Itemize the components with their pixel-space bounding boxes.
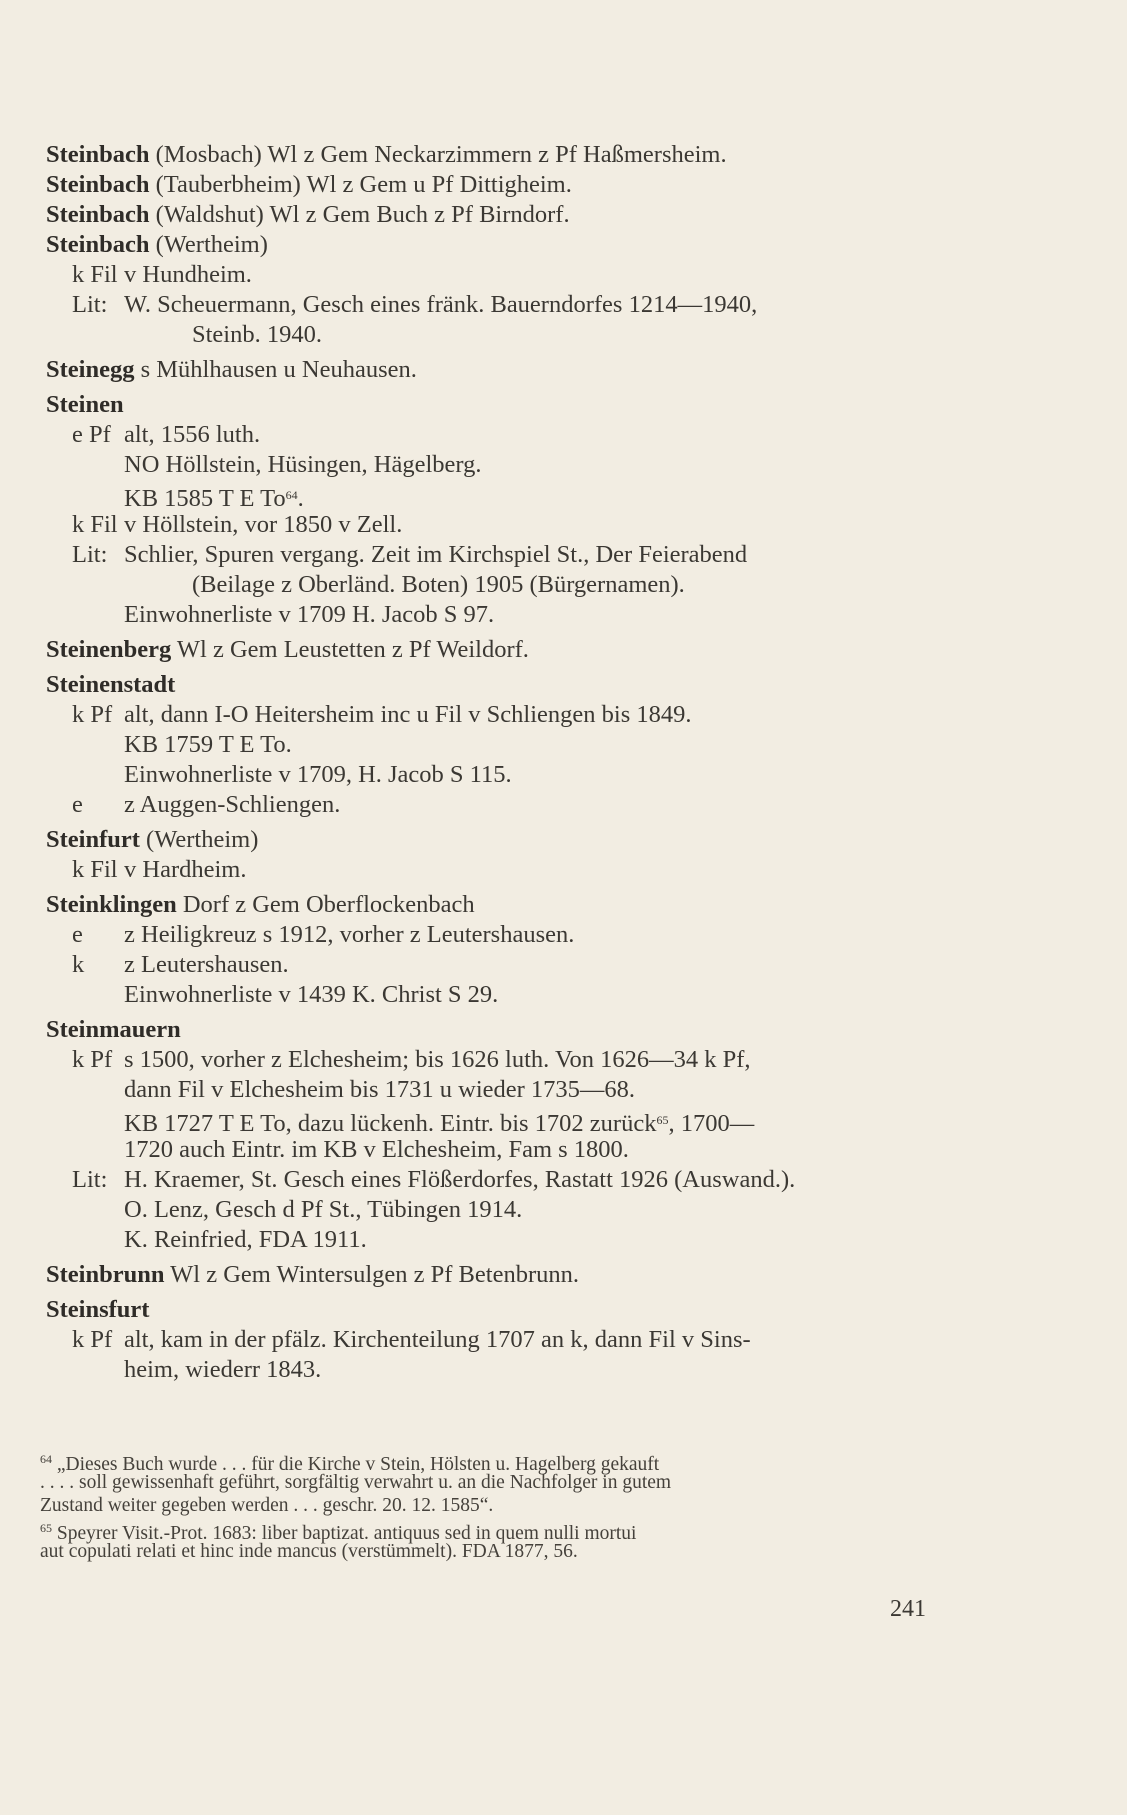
subline-label: k Fil xyxy=(72,856,118,883)
subline-label: e Pf xyxy=(72,421,111,448)
entry-steinegg xyxy=(46,355,946,385)
subline-label: k Pf xyxy=(72,1326,113,1353)
subline-text: Einwohnerliste v 1709, H. Jacob S 115. xyxy=(124,761,512,788)
subline-text: z Auggen-Schliengen. xyxy=(124,791,341,818)
subline-label: Lit: xyxy=(72,291,108,318)
entry-subline xyxy=(46,600,946,630)
entry-continuation: Steinb. 1940. xyxy=(192,321,322,348)
footnotes xyxy=(40,1448,930,1563)
entries-list xyxy=(46,140,946,1385)
subline-text: Einwohnerliste v 1709 H. Jacob S 97. xyxy=(124,601,495,628)
entry-steinen xyxy=(46,390,946,420)
entry-subline xyxy=(46,1195,946,1225)
entry-continuation: (Beilage z Oberländ. Boten) 1905 (Bürgernamen). xyxy=(192,571,685,598)
entry-subline xyxy=(46,1325,946,1355)
subline-text: Einwohnerliste v 1439 K. Christ S 29. xyxy=(124,981,499,1008)
footnote-text: Zustand weiter gegeben werden . . . geschr. 20. 12. 1585“. xyxy=(40,1495,494,1516)
subline-label: Lit: xyxy=(72,541,108,568)
entry-headword: Steinen xyxy=(46,391,124,418)
subline-text: v Hundheim. xyxy=(124,261,252,288)
entry-subline xyxy=(46,290,946,320)
entry-subline xyxy=(46,420,946,450)
footnote-number: 65 xyxy=(40,1521,52,1535)
subline-text: alt, dann I-O Heitersheim inc u Fil v Schliengen bis 1849. xyxy=(124,701,692,728)
subline-text: v Hardheim. xyxy=(124,856,247,883)
entry-headword: Steinbach xyxy=(46,231,150,258)
subline-text: , 1700— xyxy=(668,1110,755,1137)
subline-text: W. Scheuermann, Gesch eines fränk. Bauerndorfes 1214—1940, xyxy=(124,291,758,318)
subline-text: NO Höllstein, Hüsingen, Hägelberg. xyxy=(124,451,482,478)
entry-steinenstadt xyxy=(46,670,946,700)
entry-subline xyxy=(46,950,946,980)
entry-steinenberg xyxy=(46,635,946,665)
entry-subline xyxy=(46,480,946,510)
subline-text: KB 1727 T E To, dazu lückenh. Eintr. bis 1702 zurück xyxy=(124,1110,657,1137)
subline-label: k Pf xyxy=(72,1046,113,1073)
entry-subline xyxy=(46,760,946,790)
subline-text: . xyxy=(297,485,304,512)
entry-subline xyxy=(46,1105,946,1135)
entry-headword: Steinklingen xyxy=(46,891,177,918)
subline-label: e xyxy=(72,921,83,948)
subline-text: O. Lenz, Gesch d Pf St., Tübingen 1914. xyxy=(124,1196,523,1223)
entry-subline xyxy=(46,1075,946,1105)
footnote-ref: 64 xyxy=(285,488,298,502)
entry-steinklingen xyxy=(46,890,946,920)
entry-text: (Wertheim) xyxy=(149,231,268,258)
entry-text: Wl z Gem Leustetten z Pf Weildorf. xyxy=(171,636,529,663)
entry-subline xyxy=(46,260,946,290)
entry-steinsfurt xyxy=(46,1295,946,1325)
entry-subline xyxy=(46,1225,946,1255)
entry-headword: Steinegg xyxy=(46,356,135,383)
subline-label: k Fil xyxy=(72,261,118,288)
footnote-text: Speyrer Visit.-Prot. 1683: liber baptizat. antiquus sed in quem nulli mortui xyxy=(52,1523,637,1544)
entry-subline xyxy=(46,450,946,480)
entry-steinfurt xyxy=(46,825,946,855)
entry-subline xyxy=(46,1165,946,1195)
footnote-number: 64 xyxy=(40,1452,52,1466)
subline-text: v Höllstein, vor 1850 v Zell. xyxy=(124,511,403,538)
subline-label: k xyxy=(72,951,85,978)
entry-steinbach-mosbach xyxy=(46,140,946,170)
subline-text: dann Fil v Elchesheim bis 1731 u wieder 1735—68. xyxy=(124,1076,636,1103)
page-number: 241 xyxy=(890,1596,926,1622)
entry-text: Dorf z Gem Oberflockenbach xyxy=(176,891,475,918)
subline-text: s 1500, vorher z Elchesheim; bis 1626 luth. Von 1626—34 k Pf, xyxy=(124,1046,751,1073)
entry-subline xyxy=(46,790,946,820)
entry-subline xyxy=(46,730,946,760)
subline-text: 1720 auch Eintr. im KB v Elchesheim, Fam s 1800. xyxy=(124,1136,629,1163)
entry-subline xyxy=(46,1135,946,1165)
subline-label: k Fil xyxy=(72,511,118,538)
entry-subline xyxy=(46,920,946,950)
subline-text: KB 1585 T E To xyxy=(124,485,286,512)
entry-steinbrunn xyxy=(46,1260,946,1290)
subline-label: Lit: xyxy=(72,1166,108,1193)
entry-headword: Steinbach xyxy=(46,141,150,168)
subline-text: heim, wiederr 1843. xyxy=(124,1356,322,1383)
entry-headword: Steinfurt xyxy=(46,826,140,853)
entry-steinbach-wertheim xyxy=(46,230,946,260)
subline-text: alt, kam in der pfälz. Kirchenteilung 1707 an k, dann Fil v Sins- xyxy=(124,1326,751,1353)
entry-subline xyxy=(46,700,946,730)
footnote-65 xyxy=(40,1517,930,1544)
footnote-ref: 65 xyxy=(656,1113,669,1127)
subline-text: alt, 1556 luth. xyxy=(124,421,261,448)
footnote-text: . . . . soll gewissenhaft geführt, sorgfältig verwahrt u. an die Nachfolger in gutem xyxy=(40,1472,672,1493)
entry-subline xyxy=(46,855,946,885)
entry-subline xyxy=(46,510,946,540)
entry-text: (Tauberbheim) Wl z Gem u Pf Dittigheim. xyxy=(149,171,572,198)
entry-text: (Waldshut) Wl z Gem Buch z Pf Birndorf. xyxy=(149,201,570,228)
subline-label: k Pf xyxy=(72,701,113,728)
entry-subline xyxy=(46,1045,946,1075)
entry-headword: Steinmauern xyxy=(46,1016,181,1043)
entry-headword: Steinenstadt xyxy=(46,671,176,698)
subline-text: KB 1759 T E To. xyxy=(124,731,292,758)
entry-steinbach-waldshut xyxy=(46,200,946,230)
entry-subline xyxy=(46,980,946,1010)
subline-text: z Heiligkreuz s 1912, vorher z Leutershausen. xyxy=(124,921,575,948)
entry-steinmauern xyxy=(46,1015,946,1045)
entry-subline xyxy=(46,540,946,570)
subline-text: Schlier, Spuren vergang. Zeit im Kirchspiel St., Der Feierabend xyxy=(124,541,748,568)
entry-headword: Steinbach xyxy=(46,171,150,198)
footnote-text: „Dieses Buch wurde . . . für die Kirche v Stein, Hölsten u. Hagelberg gekauft xyxy=(56,1454,660,1475)
subline-label: e xyxy=(72,791,83,818)
entry-text: (Mosbach) Wl z Gem Neckarzimmern z Pf Haßmersheim. xyxy=(149,141,727,168)
entry-subline xyxy=(46,1355,946,1385)
entry-text: Wl z Gem Wintersulgen z Pf Betenbrunn. xyxy=(164,1261,579,1288)
entry-steinbach-tauberbheim xyxy=(46,170,946,200)
footnote-text: aut copulati relati et hinc inde mancus (verstümmelt). FDA 1877, 56. xyxy=(40,1541,578,1562)
subline-text: H. Kraemer, St. Gesch eines Flößerdorfes, Rastatt 1926 (Auswand.). xyxy=(124,1166,796,1193)
entry-headword: Steinbach xyxy=(46,201,150,228)
entry-headword: Steinbrunn xyxy=(46,1261,165,1288)
entry-headword: Steinenberg xyxy=(46,636,172,663)
entry-text: (Wertheim) xyxy=(139,826,259,853)
subline-text: K. Reinfried, FDA 1911. xyxy=(124,1226,367,1253)
entry-text: s Mühlhausen u Neuhausen. xyxy=(134,356,417,383)
footnote-64 xyxy=(40,1448,930,1475)
subline-text: z Leutershausen. xyxy=(124,951,289,978)
entry-headword: Steinsfurt xyxy=(46,1296,150,1323)
